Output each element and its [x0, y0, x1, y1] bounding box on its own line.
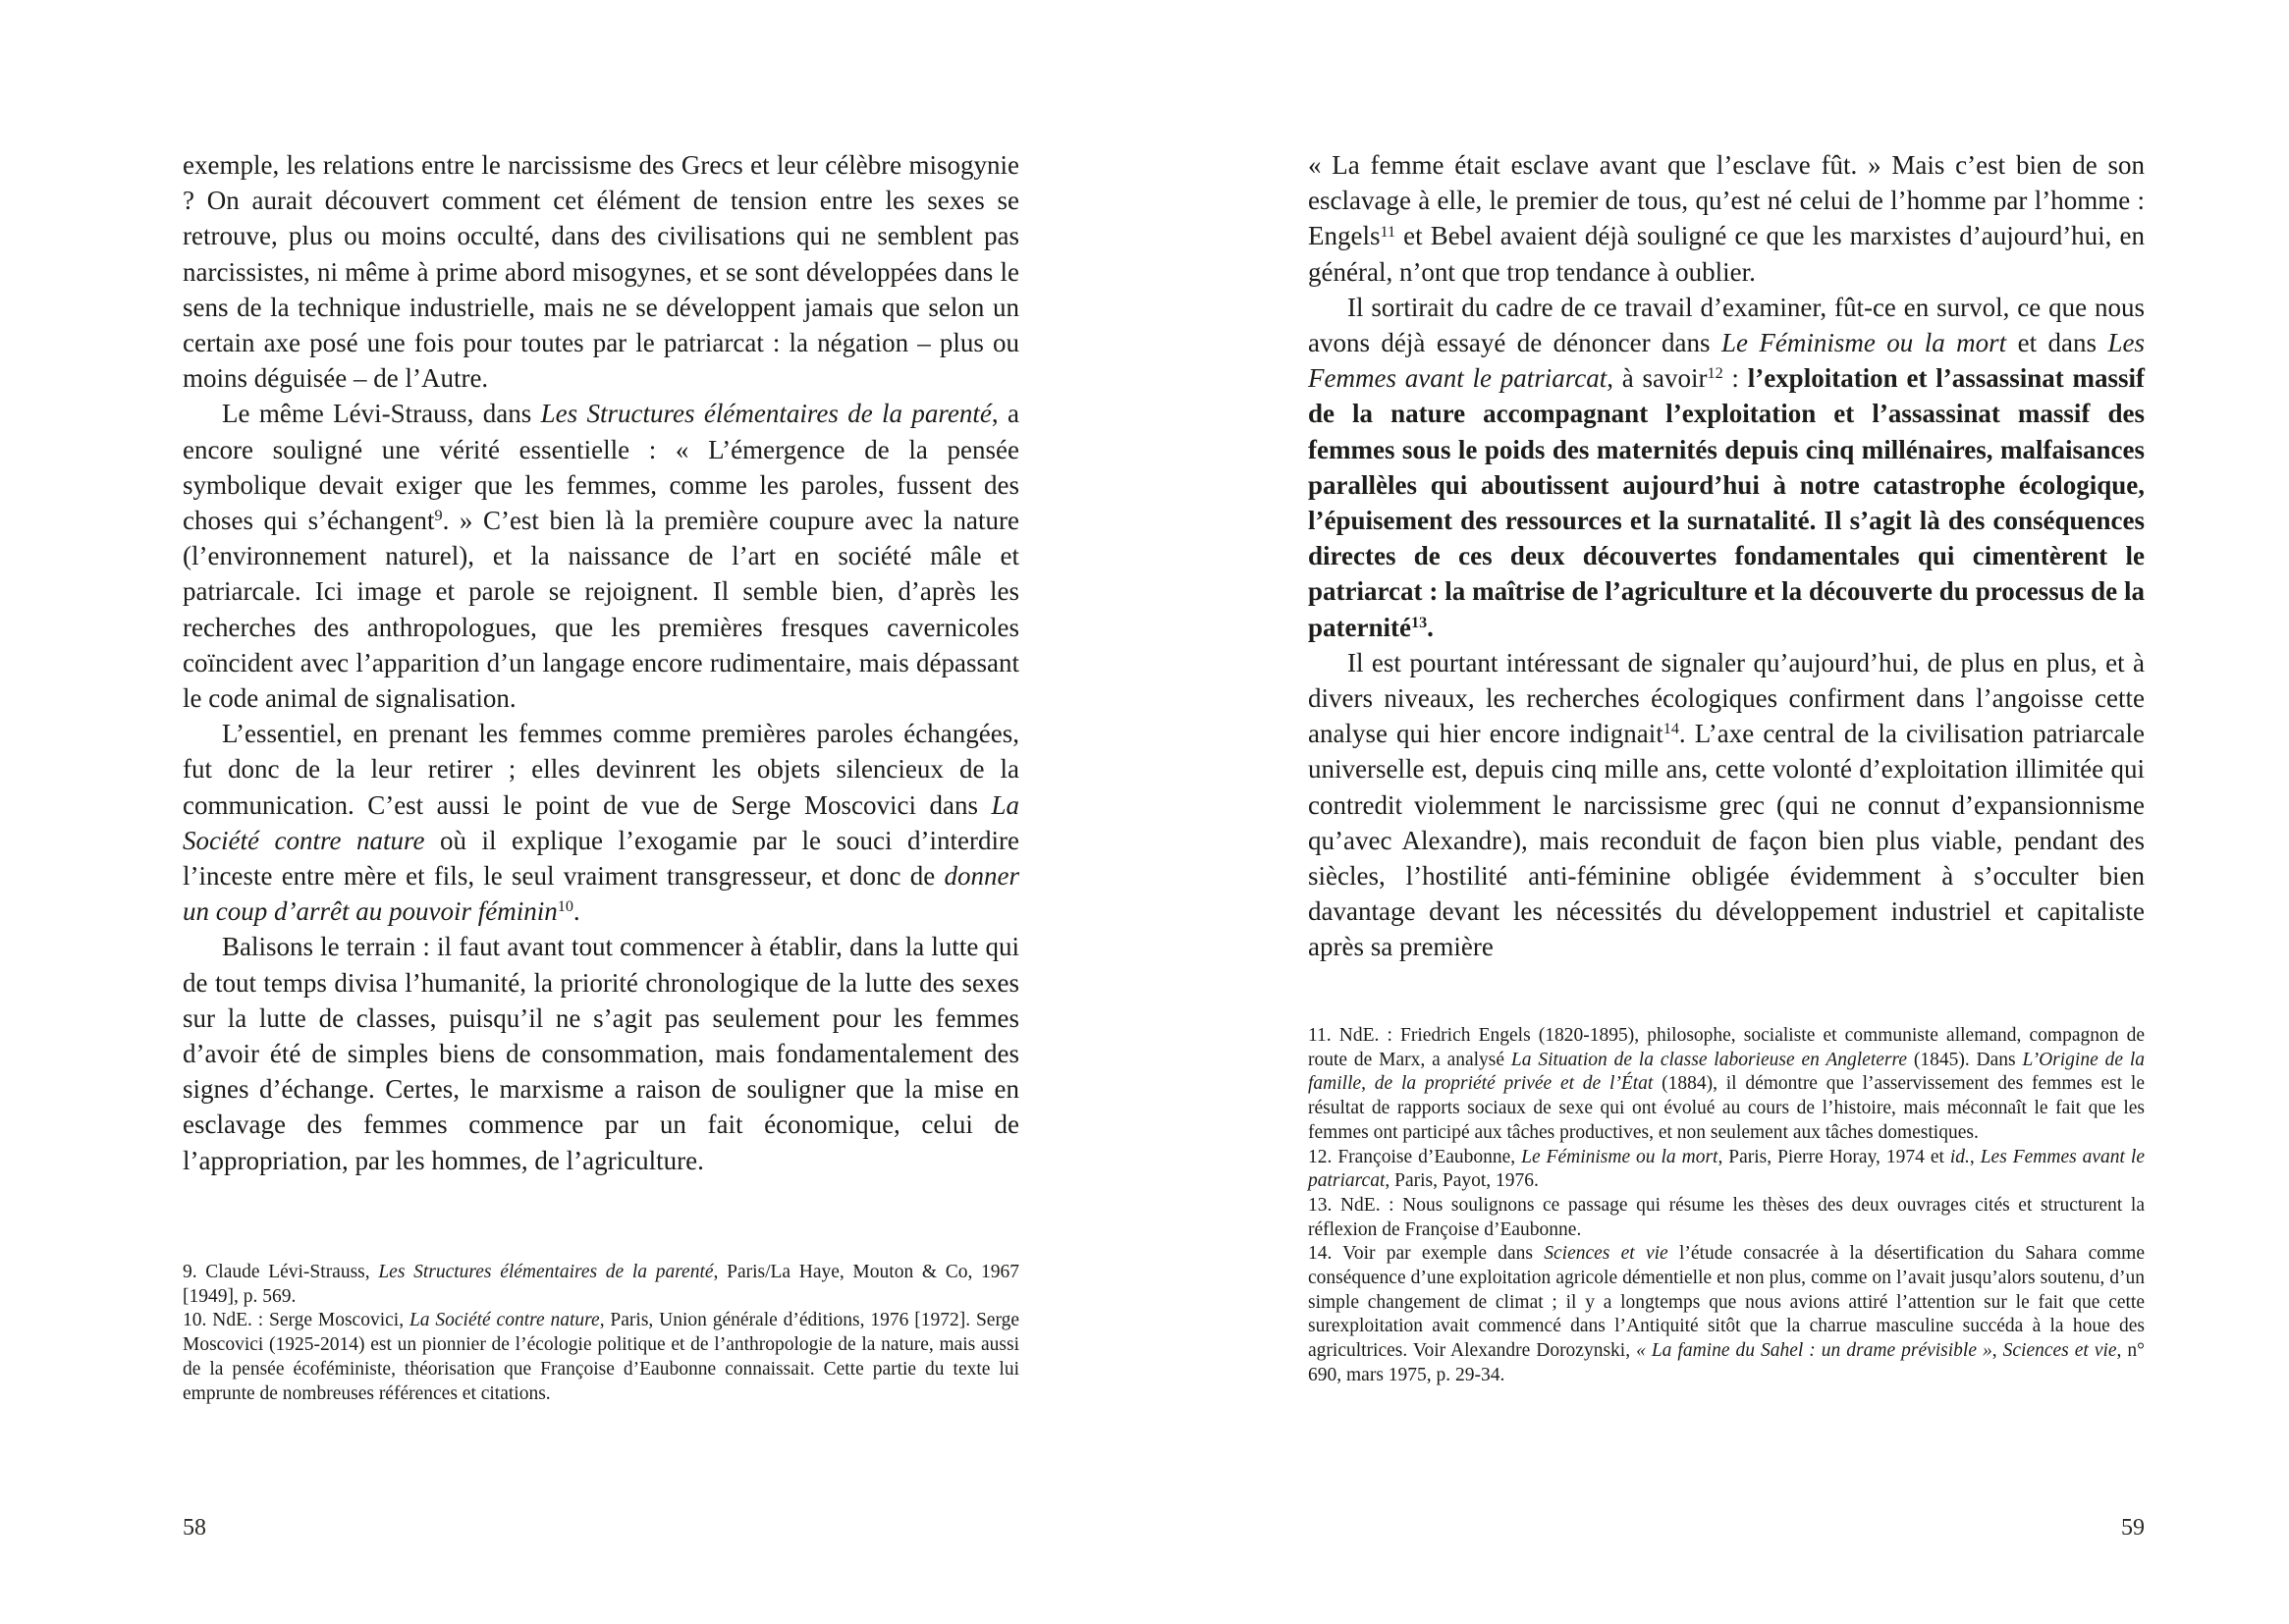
text-run: « La femme était esclave avant que l’esclave fût. » Mais c’est bien de son esclavage à elle, le premier de tous, qu’est né celui de l’homme par l’homme : Engels: [1308, 150, 2145, 251]
text-run: l’exploitation et l’assassinat massif de la nature accompagnant l’exploitation et l’assassinat massif des femmes sous le poids des maternités depuis cinq millénaires, malfaisances parallèles qui aboutissent aujourd’hui à notre catastrophe écologique, l’épuisement des ressources et la surnatalité. Il s’agit là des conséquences directes de ces deux découvertes fondamentales qui cimentèrent le patriarcat : la maîtrise de l’agriculture et la découverte du processus de la paternité: [1308, 363, 2145, 642]
text-run: .: [1427, 612, 1434, 642]
text-run: et dans: [2006, 328, 2108, 358]
text-run: Il est pourtant intéressant de signaler qu’aujourd’hui, de plus en plus, et à divers niveaux, les recherches écologiques confirment dans l’angoisse cette analyse qui hier encore indignait: [1308, 647, 2145, 749]
text-run: . » C’est bien là la première coupure avec la nature (l’environnement naturel), et la naissance de l’art en société mâle et patriarcale. Ici image et parole se rejoignent. Il semble bien, d’après les recherches des anthropologues, que les premières fresques cavernicoles coïncident avec l’apparition d’un langage encore rudimentaire, mais dépassant le code animal de signalisation.: [183, 506, 1020, 714]
text-run: ,: [1969, 1146, 1981, 1167]
text-run: L’essentiel, en prenant les femmes comme premières paroles échangées, fut donc de la leur retirer ; elles devinrent les objets silencieux de la communication. C’est aussi le point de vue de Serge Moscovici dans: [183, 719, 1019, 820]
text-run: :: [1722, 363, 1748, 394]
footnote: [1308, 1194, 2145, 1242]
text-run: 9. Claude Lévi-Strauss,: [183, 1262, 379, 1282]
text-run: 11. NdE. : Friedrich Engels (1820-1895), philosophe, socialiste et communiste allemand, compagnon de route de Marx, a analysé: [1308, 1025, 2145, 1070]
text-run: Le Féminisme ou la mort: [1521, 1146, 1718, 1167]
page-59-body-text: [1308, 147, 2145, 965]
footnote: [1308, 1146, 2145, 1194]
footnote: [1308, 1242, 2145, 1387]
text-run: et Bebel avaient déjà souligné ce que les marxistes d’aujourd’hui, en général, n’ont que trop tendance à oublier.: [1308, 221, 2145, 287]
text-run: Les Structures élémentaires de la parenté: [540, 399, 992, 429]
text-run: La Société contre nature: [183, 789, 1019, 855]
text-run: L’Origine de la famille, de la propriété privée et de l’État: [1308, 1049, 2145, 1095]
text-run: Les Structures élémentaires de la parenté: [378, 1262, 714, 1282]
page-59-page-number: 59: [2121, 1515, 2145, 1541]
text-run: donner un coup d’arrêt au pouvoir féminin: [183, 861, 1019, 927]
text-run: , a encore souligné une vérité essentielle : « L’émergence de la pensée symbolique devait exiger que les femmes, comme les paroles, fussent des choses qui s’échangent: [183, 399, 1019, 536]
page-59-footnotes: [1308, 1024, 2145, 1388]
footnote: [183, 1309, 1019, 1406]
page-58-page-number: 58: [183, 1515, 206, 1541]
body-paragraph: [183, 929, 1019, 1177]
text-run: Balisons le terrain : il faut avant tout commencer à établir, dans la lutte qui de tout temps divisa l’humanité, la priorité chronologique de la lutte des sexes sur la lutte de classes, puisqu’il ne s’agit pas seulement pour les femmes d’avoir été de simples biens de consommation, mais fondamentalement des signes d’échange. Certes, le marxisme a raison de souligner que la mise en esclavage des femmes commence par un fait économique, celui de l’appropriation, par les hommes, de l’agriculture.: [183, 932, 1019, 1175]
text-run: Sciences et vie: [2002, 1340, 2117, 1362]
text-run: Sciences et vie: [1544, 1243, 1668, 1265]
footnote-reference: 11: [1380, 222, 1396, 241]
body-paragraph: [183, 147, 1019, 396]
text-run: l’étude consacrée à la désertification du Sahara comme conséquence d’une exploitation agricole démentielle et non plus, comme on l’avait jusqu’alors soutenu, d’un simple changement de climat ; il y a longtemps que nous avions attiré l’attention sur le fait que cette surexploitation avait commencé dans l’Antiquité sitôt que la charrue masculine succéda à la houe des agricultrices. Voir Alexandre Dorozynski,: [1308, 1243, 2145, 1362]
text-run: Les Femmes avant le patriarcat: [1308, 1146, 2145, 1192]
body-paragraph: [1308, 645, 2145, 965]
text-run: (1845). Dans: [1907, 1049, 2023, 1070]
page-58-footnotes: [183, 1261, 1019, 1406]
text-run: Le même Lévi-Strauss, dans: [222, 399, 541, 429]
footnote-reference: 13: [1410, 613, 1428, 631]
body-paragraph: [183, 716, 1019, 929]
page-58: [183, 0, 1019, 1624]
text-run: , Paris, Payot, 1976.: [1385, 1170, 1539, 1192]
text-run: Les Femmes avant le patriarcat: [1308, 328, 2145, 394]
text-run: exemple, les relations entre le narcissisme des Grecs et leur célèbre misogynie ? On aurait découvert comment cet élément de tension entre les sexes se retrouve, plus ou moins occulté, dans des civilisations qui ne semblent pas narcissistes, ni même à prime abord misogynes, et se sont développées dans le sens de la technique industrielle, mais ne se développent jamais que selon un certain axe posé une fois pour toutes par le patriarcat : la négation – plus ou moins déguisée – de l’Autre.: [183, 150, 1019, 394]
text-run: où il explique l’exogamie par le souci d’interdire l’inceste entre mère et fils, le seul vraiment transgresseur, et donc de: [183, 825, 1020, 892]
footnote: [1308, 1024, 2145, 1146]
text-run: La Société contre nature: [409, 1310, 600, 1331]
body-paragraph: [1308, 147, 2145, 290]
text-run: 12. Françoise d’Eaubonne,: [1308, 1146, 1522, 1167]
text-run: 14. Voir par exemple dans: [1308, 1243, 1545, 1265]
text-run: , à savoir: [1607, 363, 1708, 394]
page-59: [1308, 0, 2145, 1624]
footnote-reference: 10: [557, 897, 573, 916]
text-run: 10. NdE. : Serge Moscovici,: [183, 1310, 409, 1331]
text-run: La Situation de la classe laborieuse en Angleterre: [1510, 1049, 1908, 1070]
text-run: 13. NdE. : Nous soulignons ce passage qui résume les thèses des deux ouvrages cités et structurent la réflexion de Françoise d’Eaubonne.: [1308, 1194, 2145, 1240]
text-run: ,: [1991, 1340, 2003, 1362]
footnote-reference: 12: [1707, 364, 1723, 383]
text-run: , Paris, Pierre Horay, 1974 et: [1717, 1146, 1950, 1167]
text-run: .: [572, 896, 580, 927]
text-run: , n° 690, mars 1975, p. 29-34.: [1308, 1340, 2145, 1385]
text-run: id.: [1949, 1146, 1970, 1167]
footnote-reference: 9: [434, 507, 443, 525]
footnote: [183, 1261, 1019, 1309]
text-run: , Paris/La Haye, Mouton & Co, 1967 [1949], p. 569.: [183, 1262, 1020, 1307]
text-run: Le Féminisme ou la mort: [1720, 328, 2007, 358]
text-run: (1884), il démontre que l’asservissement des femmes est le résultat de rapports sociaux de sexe qui ont évolué au cours de l’histoire, mais méconnaît le fait que les femmes ont participé aux tâches productives, et non seulement aux tâches domestiques.: [1308, 1073, 2145, 1143]
text-run: . L’axe central de la civilisation patriarcale universelle est, depuis cinq mille ans, cette volonté d’exploitation illimitée qui contredit violemment le narcissisme grec (qui ne connut d’expansionnisme qu’avec Alexandre), mais reconduit de façon bien plus viable, pendant des siècles, l’hostilité anti-féminine obligée évidemment à s’occulter bien davantage devant les nécessités du développement industriel et capitaliste après sa première: [1308, 719, 2145, 962]
text-run: Il sortirait du cadre de ce travail d’examiner, fût-ce en survol, ce que nous avons déjà essayé de dénoncer dans: [1308, 292, 2145, 358]
body-paragraph: [183, 396, 1019, 716]
text-run: , Paris, Union générale d’éditions, 1976 [1972]. Serge Moscovici (1925-2014) est un pionnier de l’écologie politique et de l’anthropologie de la nature, mais aussi de la pensée écoféministe, théorisation que Françoise d’Eaubonne connaissait. Cette partie du texte lui emprunte de nombreuses références et citations.: [183, 1310, 1019, 1404]
body-paragraph: [1308, 290, 2145, 645]
text-run: « La famine du Sahel : un drame prévisible »: [1636, 1340, 1992, 1362]
footnote-reference: 14: [1662, 720, 1679, 738]
page-58-body-text: [183, 147, 1019, 1178]
